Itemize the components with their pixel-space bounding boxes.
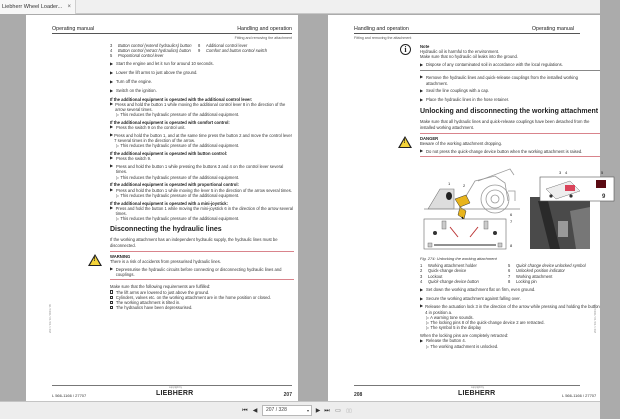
svg-text:5: 5 <box>601 170 604 176</box>
warning-step: Depressurise the hydraulic circuits before connecting or disconnecting hydraulic lines and couplings. <box>115 266 282 278</box>
legend-text: Additional control lever <box>206 43 248 48</box>
note-title: Note <box>420 44 430 49</box>
step-arrow-icon: ▶ <box>110 71 113 76</box>
header-rule <box>354 33 580 34</box>
requirement-item <box>110 305 294 310</box>
step-arrow-icon: ▶ <box>420 304 423 309</box>
legend-text: Quick change device unlocked symbol <box>516 263 586 269</box>
two-page-view-icon[interactable]: ▯▯ <box>346 408 352 414</box>
section-button-control <box>110 151 294 180</box>
result: This reduces the hydraulic pressure of the additional equipment. <box>120 216 240 222</box>
legend-text: Proportional control lever <box>118 53 164 59</box>
heading-paragraph: If the working attachment has an independent hydraulic supply, the hydraulic lines must be disconnected. <box>110 237 278 248</box>
first-page-button[interactable]: ⏮ <box>242 408 248 414</box>
step: Press and hold the button 1 while pressing the buttons 3 and 4 on the control lever several times. <box>115 164 284 175</box>
legend-text: Quick-change device <box>428 268 467 274</box>
result-icon: ▷ <box>426 344 431 350</box>
section-comfort-control <box>110 120 294 149</box>
page-number: 208 <box>354 392 363 398</box>
note-step: Dispose of any contaminated soil in accordance with the local regulations. <box>426 62 563 68</box>
step-arrow-icon: ▶ <box>110 156 113 161</box>
result-icon: ▷ <box>116 216 121 222</box>
step-arrow-icon: ▶ <box>110 164 113 169</box>
svg-text:1: 1 <box>448 181 451 187</box>
result: The locking pins 8 of the quick-change device 2 are retracted. <box>430 320 545 326</box>
legend <box>420 264 600 284</box>
legend-text: Working attachment holder <box>428 263 477 269</box>
step-arrow-icon: ▶ <box>110 62 113 67</box>
legend-num: 5 <box>508 263 511 269</box>
legend-num: 1 <box>420 263 423 269</box>
result: The symbol 5 in the display <box>430 325 482 331</box>
legend-text: Comfort and button control switch <box>206 48 267 54</box>
step: Press and hold the button 1, and at the same time press the button 2 and move the control lever 7 several times in the direction of the arrow. <box>114 133 293 144</box>
svg-text:2: 2 <box>463 183 466 189</box>
result-icon: ▷ <box>426 325 431 331</box>
prev-page-button[interactable]: ◀ <box>252 408 258 414</box>
section-proportional-control <box>110 182 294 198</box>
logo-tagline: copyright by <box>471 386 484 389</box>
logo-tagline: copyright by <box>169 386 182 389</box>
svg-text:9: 9 <box>602 194 606 201</box>
step-arrow-icon: ▶ <box>420 339 423 344</box>
page-indicator: 207 / 328 <box>266 407 287 413</box>
wheel-loader-diagram <box>420 161 620 253</box>
left-body <box>110 44 294 310</box>
document-viewer[interactable] <box>0 14 606 401</box>
legend-num: 5 <box>110 53 113 59</box>
document-tab[interactable] <box>0 0 76 14</box>
legend-text: Unlocked position indicator <box>516 268 565 274</box>
step: Place the hydraulic lines in the hose retainer. <box>426 97 510 103</box>
legend-num: 7 <box>508 273 511 279</box>
step-arrow-icon: ▶ <box>420 287 423 292</box>
step-arrow-icon: ▶ <box>110 205 113 210</box>
header-left: Operating manual <box>52 26 95 32</box>
note-line: Hydraulic oil is harmful to the environment. <box>420 49 500 55</box>
result-icon: ▷ <box>116 174 121 180</box>
danger-text: Beware of the working attachment dropping. <box>420 141 502 147</box>
result-icon: ▷ <box>116 143 121 149</box>
step: Release the button 4. <box>426 338 466 344</box>
step-arrow-icon: ▶ <box>110 125 113 130</box>
legend-text: Lockout <box>428 273 443 279</box>
legend-num: 2 <box>420 268 423 274</box>
page-number: 207 <box>283 392 292 398</box>
single-page-view-icon[interactable]: ▭ <box>335 408 341 414</box>
condition: If the additional equipment is operated with a mini-joystick: <box>110 200 228 206</box>
step: Press the switch 9. <box>116 156 152 162</box>
result: This reduces the hydraulic pressure of the additional equipment. <box>120 112 240 118</box>
result-icon: ▷ <box>426 314 431 320</box>
danger-step: Do not press the quick-change device button when the working attachment is raised. <box>426 148 583 154</box>
note-line: Make sure that no hydraulic oil leaks into the ground. <box>420 54 518 60</box>
section-heading: Disconnecting the hydraulic lines <box>110 226 222 234</box>
result: This reduces the hydraulic pressure of the additional equipment. <box>120 192 240 198</box>
legend-num: 8 <box>198 43 201 48</box>
step: Seal the line couplings with a cap. <box>426 88 490 94</box>
side-code: 2017 / 04 / 10 / 0001 / 05 <box>49 304 52 333</box>
step-arrow-icon: ▶ <box>110 80 113 85</box>
step-arrow-icon: ▶ <box>420 98 423 103</box>
info-icon: i <box>400 44 411 55</box>
footer-code: L 566-1166 / 27707 <box>52 393 87 398</box>
step: Set down the working attachment flat on firm, even ground. <box>426 286 536 292</box>
requirement-text: The lift arms are lowered to just above the ground. <box>115 289 210 295</box>
step: Press the switch 9 on the control unit. <box>116 125 186 131</box>
svg-text:6: 6 <box>510 212 513 218</box>
requirements-intro: Make sure that the following requirements are fulfilled: <box>110 284 211 290</box>
checkbox-icon <box>110 290 113 293</box>
figure-274 <box>420 161 620 253</box>
checkbox-icon <box>110 306 113 309</box>
liebherr-logo: LIEBHERR <box>156 390 194 397</box>
result-icon: ▷ <box>116 192 121 198</box>
svg-text:8: 8 <box>510 243 513 249</box>
step-arrow-icon: ▶ <box>110 133 113 138</box>
legend-text: Button control (extend hydraulics) button <box>118 43 192 48</box>
legend <box>110 44 294 59</box>
checkbox-icon <box>110 296 113 299</box>
result-icon: ▷ <box>116 112 121 118</box>
step: Secure the working attachment against falling over. <box>426 295 521 301</box>
condition: If the additional equipment is operated with the additional control lever: <box>110 96 253 102</box>
step-arrow-icon: ▶ <box>420 148 423 153</box>
condition: If the additional equipment is operated with proportional control: <box>110 182 239 188</box>
footer-rule <box>354 385 580 386</box>
step: Press and hold the button 1 while moving the additional control lever 8 in the direction of the arrow several times. <box>115 101 286 113</box>
requirement-text: The hydraulics have been depressurised. <box>115 305 193 311</box>
header-left: Handling and operation <box>354 26 409 32</box>
condition: If the additional equipment is operated with comfort control: <box>110 120 230 126</box>
section-heading: Unlocking and disconnecting the working attachment <box>420 108 599 116</box>
step: Release the actuation lock 3 in the direction of the arrow while pressing and holding the button 4 in position a. <box>425 304 600 315</box>
step-arrow-icon: ▶ <box>420 89 423 94</box>
warning-triangle-icon <box>88 254 102 266</box>
step-arrow-icon: ▶ <box>110 266 113 271</box>
step: Switch on the ignition. <box>116 87 157 93</box>
danger-box <box>420 133 600 157</box>
step: Turn off the engine. <box>116 79 153 85</box>
section-control-lever <box>110 97 294 118</box>
condition: If the additional equipment is operated with button control: <box>110 151 228 157</box>
warning-text: There is a risk of accidents from pressurised hydraulic lines. <box>110 259 222 265</box>
page-207 <box>26 15 298 401</box>
danger-triangle-icon <box>398 136 412 148</box>
figure-caption: Fig. 274: Unlocking the working attachment <box>420 256 497 262</box>
requirement-text: The working attachment is tilted in. <box>115 299 181 305</box>
step-arrow-icon: ▶ <box>420 63 423 68</box>
result: A warning tone sounds. <box>430 314 474 320</box>
step: Press and hold the button 1 while moving the mini-joystick 6 in the direction of the arrow several times. <box>115 205 294 217</box>
page-number-input[interactable] <box>262 405 312 416</box>
close-tab-icon[interactable]: × <box>67 4 71 10</box>
side-code: 2017 / 04 / 10 / 0001 / 05 <box>594 304 597 333</box>
chevron-down-icon[interactable]: ▾ <box>306 408 309 413</box>
result-icon: ▷ <box>426 320 431 326</box>
note-box <box>404 44 600 71</box>
liebherr-logo: LIEBHERR <box>458 390 496 397</box>
step-arrow-icon: ▶ <box>110 88 113 93</box>
header-right: Handling and operation <box>237 26 292 32</box>
step: Start the engine and let it run for around 10 seconds. <box>116 61 214 67</box>
checkbox-icon <box>110 301 113 304</box>
page-208 <box>328 15 606 401</box>
legend-num: 8 <box>508 278 511 284</box>
step: Press and hold the button 1 while moving the lever 5 in the direction of the arrow several times. <box>116 187 292 193</box>
result: This reduces the hydraulic pressure of the additional equipment. <box>120 174 240 180</box>
danger-title: DANGER <box>420 135 439 141</box>
next-page-button[interactable]: ▶ <box>315 408 321 414</box>
final-intro: When the locking pins are completely retracted: <box>420 333 509 339</box>
legend-num: 4 <box>420 278 423 284</box>
warning-title: WARNING <box>110 253 131 259</box>
subheader: Fitting and removing the attachment <box>234 36 292 40</box>
step: Lower the lift arms to just above the ground. <box>116 70 198 76</box>
svg-text:3: 3 <box>559 170 562 176</box>
result: This reduces the hydraulic pressure of the additional equipment. <box>120 143 240 149</box>
legend-text: Working attachment <box>516 273 553 279</box>
section-mini-joystick <box>110 201 294 222</box>
right-body <box>404 44 606 350</box>
legend-text: Quick-change device button <box>428 278 479 284</box>
legend-num: 3 <box>420 273 423 279</box>
legend-text: Button control (retract hydraulics) button <box>118 48 191 54</box>
step-arrow-icon: ▶ <box>110 187 113 192</box>
legend-num: 9 <box>198 48 201 54</box>
warning-box <box>110 251 294 280</box>
requirement-text: Cylinders, valves etc. on the working attachment are in the home position or closed. <box>115 294 271 300</box>
header-right: Operating manual <box>531 26 574 32</box>
step: Remove the hydraulic lines and quick-release couplings from the installed working attachment. <box>425 75 578 86</box>
last-page-button[interactable]: ⏭ <box>324 408 330 414</box>
legend-num: 4 <box>110 48 113 54</box>
header-rule <box>52 33 292 34</box>
svg-text:7: 7 <box>510 219 513 225</box>
legend-text: Locking pin <box>516 278 537 284</box>
subheader: Fitting and removing the attachment <box>354 36 412 40</box>
legend-num: 6 <box>508 268 511 274</box>
tab-bar <box>0 0 600 14</box>
heading-paragraph: Make sure that all hydraulic lines and quick-release couplings have been detached from the installed working attachment. <box>420 119 590 130</box>
step-arrow-icon: ▶ <box>110 101 113 106</box>
tab-title: Liebherr Wheel Loader... <box>2 4 63 10</box>
step-arrow-icon: ▶ <box>420 75 423 80</box>
svg-text:4: 4 <box>565 170 568 176</box>
footer-code: L 566-1166 / 27707 <box>562 393 597 398</box>
legend-num: 3 <box>110 43 113 48</box>
step-arrow-icon: ▶ <box>420 296 423 301</box>
result: The working attachment is unlocked. <box>430 344 499 350</box>
navigation-toolbar <box>0 401 600 419</box>
